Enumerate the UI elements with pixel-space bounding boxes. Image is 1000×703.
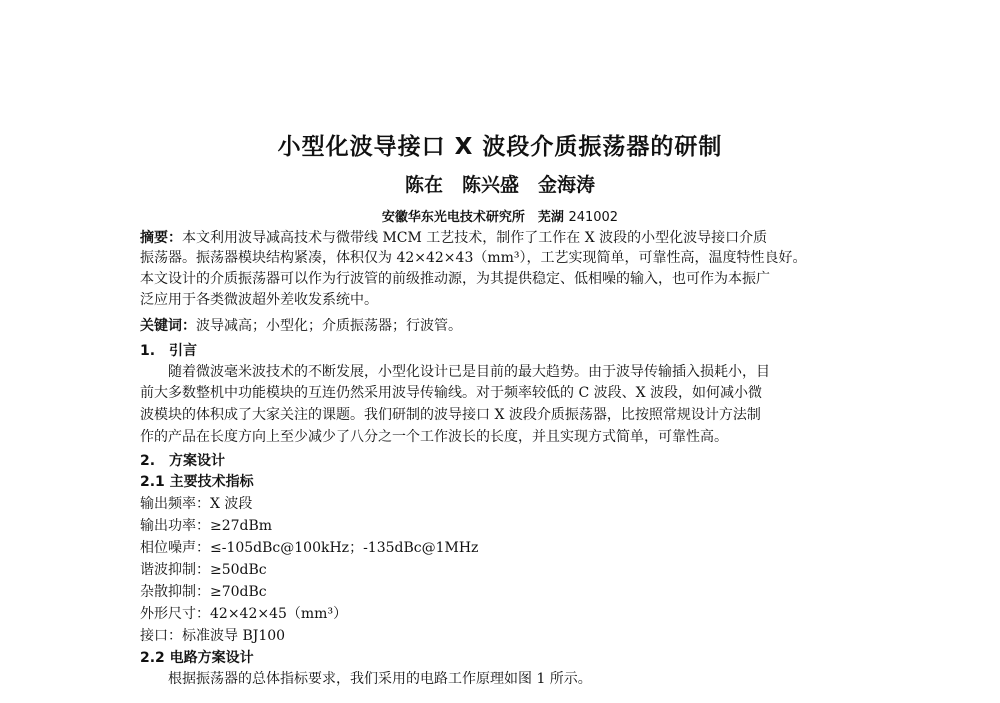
keywords-line (140, 316, 880, 336)
spec-item: 输出频率：X 波段 (140, 496, 253, 512)
spec-item: 外形尺寸：42×42×45（mm³） (140, 606, 348, 622)
spec-item: 接口：标准波导 BJ100 (140, 628, 286, 644)
abstract-line: 振荡器。振荡器模块结构紧凑，体积仅为 42×42×43（mm³），工艺实现简单，可靠性高，温度特性良好。 (140, 250, 807, 266)
postal-code: 241002 (568, 210, 619, 225)
intro-line: 前大多数整机中功能模块的互连仍然采用波导传输线。对于频率较低的 C 波段、X 波段，如何减小微 (140, 385, 763, 401)
keywords-label: 关键词： (140, 318, 196, 334)
intro-line: 作的产品在长度方向上至少减少了八分之一个工作波长的长度，并且实现方式简单，可靠性高。 (140, 429, 728, 445)
abstract-line (140, 228, 880, 248)
spec-item: 输出功率：≥27dBm (140, 518, 273, 534)
paper-title: 小型化波导接口 X 波段介质振荡器的研制 (277, 134, 723, 160)
affiliation (0, 206, 1000, 225)
spec-item: 谐波抑制：≥50dBc (140, 562, 267, 578)
subsection-heading-specs: 2.1 主要技术指标 (140, 474, 254, 490)
spec-item: 杂散抑制：≥70dBc (140, 584, 267, 600)
intro-line: 波模块的体积成了大家关注的课题。我们研制的波导接口 X 波段介质振荡器，比按照常规设计方法制 (140, 407, 761, 423)
section-heading-intro: 1. 引言 (140, 343, 198, 359)
section-heading-design: 2. 方案设计 (140, 453, 226, 469)
abstract-text: 本文利用波导减高技术与微带线 MCM 工艺技术，制作了工作在 X 波段的小型化波导接口介质 (182, 230, 768, 246)
keywords-text: 波导减高；小型化；介质振荡器；行波管。 (196, 318, 462, 334)
intro-line: 随着微波毫米波技术的不断发展，小型化设计已是目前的最大趋势。由于波导传输插入损耗小，目 (168, 364, 770, 380)
abstract-line: 泛应用于各类微波超外差收发系统中。 (140, 292, 378, 308)
subsection-heading-circuit: 2.2 电路方案设计 (140, 650, 254, 666)
abstract-line: 本文设计的介质振荡器可以作为行波管的前级推动源，为其提供稳定、低相噪的输入，也可作为本振广 (140, 271, 770, 287)
author-list: 陈在 陈兴盛 金海涛 (404, 174, 595, 196)
circuit-text: 根据振荡器的总体指标要求，我们采用的电路工作原理如图 1 所示。 (168, 671, 592, 687)
spec-item: 相位噪声：≤-105dBc@100kHz；-135dBc@1MHz (140, 540, 479, 556)
abstract-label: 摘要： (140, 230, 182, 246)
affiliation-name: 安徽华东光电技术研究所 芜湖 (381, 210, 564, 225)
